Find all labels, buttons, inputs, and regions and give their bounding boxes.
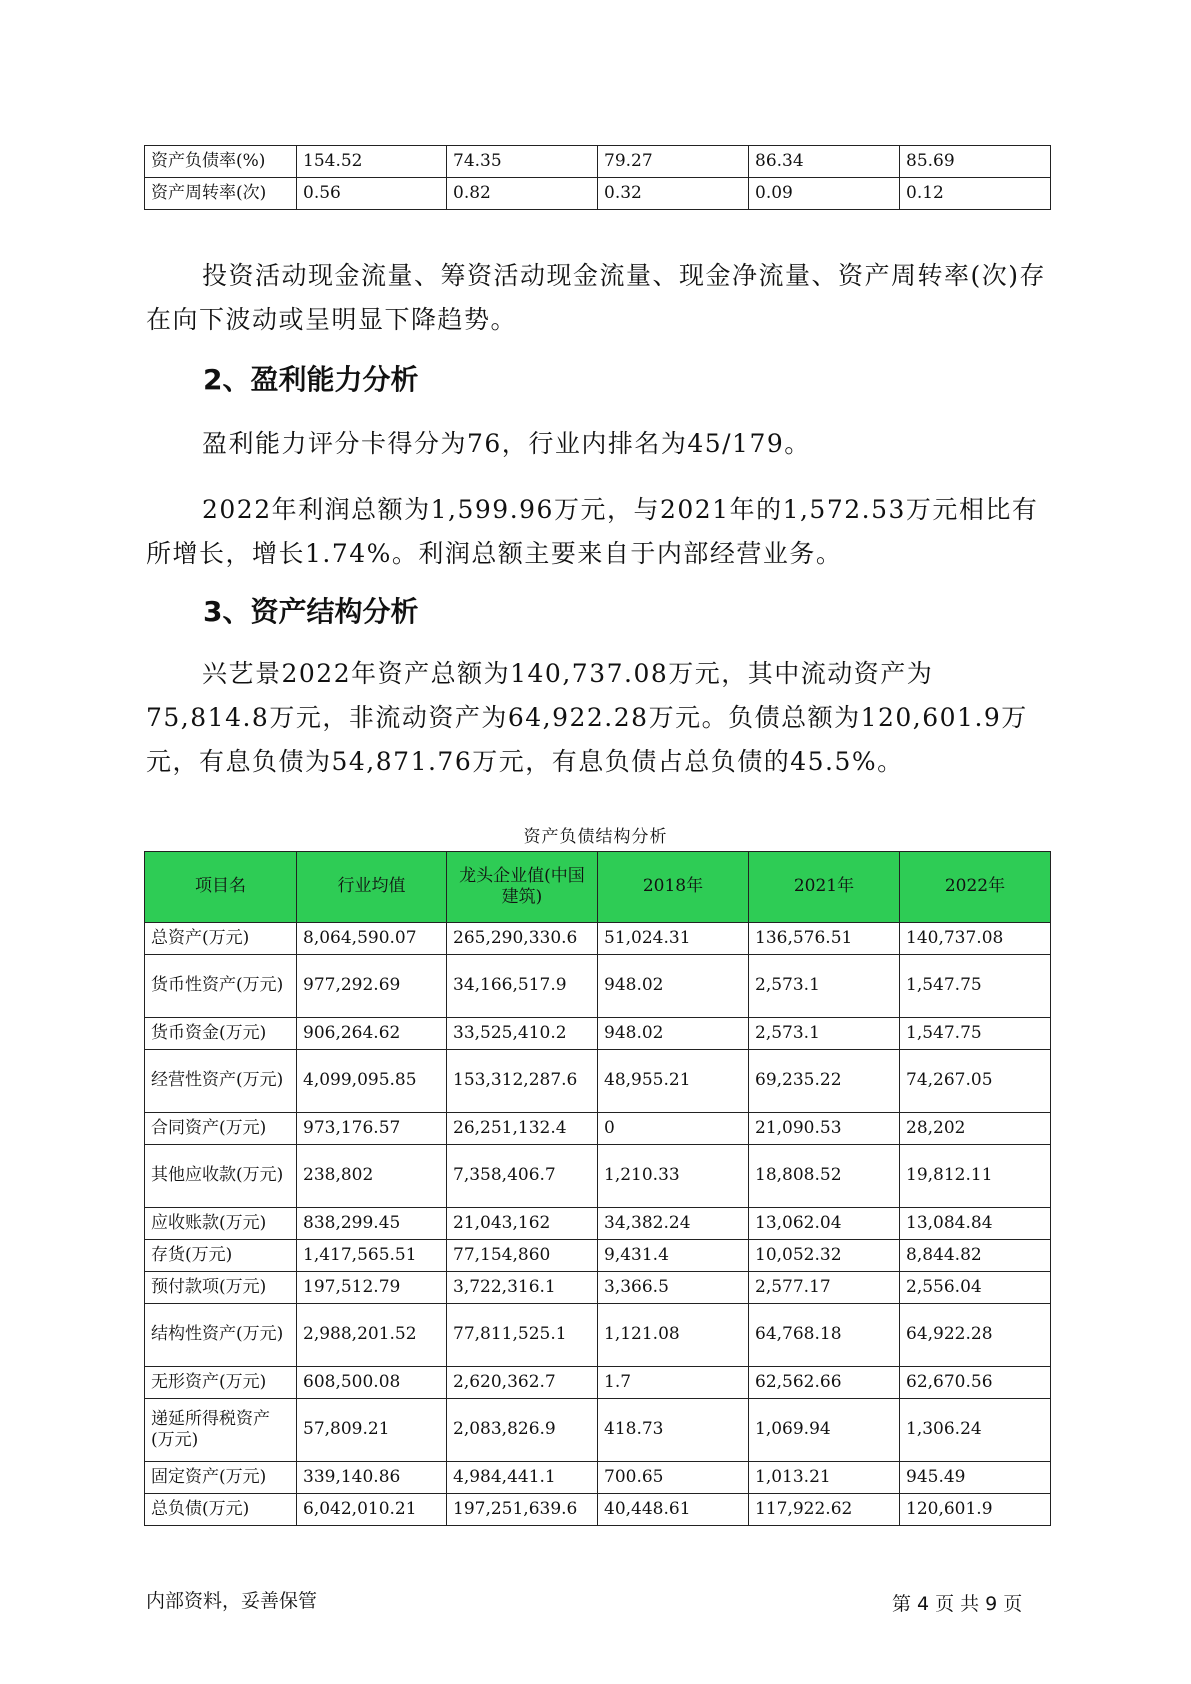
column-header: 2021年 [749, 852, 900, 923]
value-cell: 339,140.86 [297, 1462, 447, 1494]
value-cell: 0.32 [598, 178, 749, 210]
table-row [145, 923, 1051, 955]
value-cell: 265,290,330.6 [447, 923, 598, 955]
value-cell: 2,083,826.9 [447, 1399, 598, 1462]
value-cell: 0.56 [297, 178, 447, 210]
value-cell: 2,573.1 [749, 955, 900, 1018]
row-label-cell: 递延所得税资产(万元) [145, 1399, 297, 1462]
value-cell: 77,811,525.1 [447, 1304, 598, 1367]
value-cell: 3,722,316.1 [447, 1272, 598, 1304]
value-cell: 6,042,010.21 [297, 1494, 447, 1526]
value-cell: 4,099,095.85 [297, 1050, 447, 1113]
row-label-cell: 总负债(万元) [145, 1494, 297, 1526]
value-cell: 238,802 [297, 1145, 447, 1208]
value-cell: 19,812.11 [900, 1145, 1051, 1208]
value-cell: 154.52 [297, 146, 447, 178]
table-caption: 资产负债结构分析 [523, 827, 668, 847]
value-cell: 948.02 [598, 1018, 749, 1050]
value-cell: 28,202 [900, 1113, 1051, 1145]
value-cell: 69,235.22 [749, 1050, 900, 1113]
value-cell: 0 [598, 1113, 749, 1145]
value-cell: 7,358,406.7 [447, 1145, 598, 1208]
value-cell: 117,922.62 [749, 1494, 900, 1526]
value-cell: 62,562.66 [749, 1367, 900, 1399]
value-cell: 57,809.21 [297, 1399, 447, 1462]
value-cell: 140,737.08 [900, 923, 1051, 955]
table-row [145, 146, 1051, 178]
value-cell: 1,210.33 [598, 1145, 749, 1208]
row-label-cell: 经营性资产(万元) [145, 1050, 297, 1113]
value-cell: 10,052.32 [749, 1240, 900, 1272]
value-cell: 2,620,362.7 [447, 1367, 598, 1399]
paragraph-trend: 投资活动现金流量、筹资活动现金流量、现金净流量、资产周转率(次)存在向下波动或呈明显下降趋势。 [146, 261, 1047, 334]
table-row [145, 178, 1051, 210]
value-cell: 700.65 [598, 1462, 749, 1494]
value-cell: 2,573.1 [749, 1018, 900, 1050]
row-label-cell: 结构性资产(万元) [145, 1304, 297, 1367]
table-row [145, 1113, 1051, 1145]
asset-table-body [145, 923, 1051, 1526]
page-prefix: 第 [892, 1593, 912, 1615]
row-label-cell: 存货(万元) [145, 1240, 297, 1272]
value-cell: 197,512.79 [297, 1272, 447, 1304]
table-row [145, 1145, 1051, 1208]
value-cell: 608,500.08 [297, 1367, 447, 1399]
value-cell: 40,448.61 [598, 1494, 749, 1526]
value-cell: 197,251,639.6 [447, 1494, 598, 1526]
value-cell: 64,922.28 [900, 1304, 1051, 1367]
paragraph-profit: 2022年利润总额为1,599.96万元，与2021年的1,572.53万元相比有所增长，增长1.74%。利润总额主要来自于内部经营业务。 [146, 495, 1039, 568]
row-label-cell: 货币资金(万元) [145, 1018, 297, 1050]
table-row [145, 955, 1051, 1018]
value-cell: 0.09 [749, 178, 900, 210]
table-row [145, 1494, 1051, 1526]
row-label-cell: 应收账款(万元) [145, 1208, 297, 1240]
heading-profitability: 2、盈利能力分析 [203, 363, 419, 396]
value-cell: 34,166,517.9 [447, 955, 598, 1018]
row-label-cell: 预付款项(万元) [145, 1272, 297, 1304]
column-header: 行业均值 [297, 852, 447, 923]
row-label-cell: 无形资产(万元) [145, 1367, 297, 1399]
value-cell: 973,176.57 [297, 1113, 447, 1145]
value-cell: 2,556.04 [900, 1272, 1051, 1304]
page-total: 9 [985, 1593, 998, 1615]
page-current: 4 [917, 1593, 930, 1615]
value-cell: 418.73 [598, 1399, 749, 1462]
page-mid: 页 共 [935, 1593, 980, 1615]
value-cell: 64,768.18 [749, 1304, 900, 1367]
paragraph-score: 盈利能力评分卡得分为76，行业内排名为45/179。 [202, 429, 811, 458]
value-cell: 948.02 [598, 955, 749, 1018]
value-cell: 77,154,860 [447, 1240, 598, 1272]
page-number [892, 1589, 1028, 1616]
value-cell: 1,069.94 [749, 1399, 900, 1462]
column-header: 2018年 [598, 852, 749, 923]
value-cell: 0.82 [447, 178, 598, 210]
value-cell: 9,431.4 [598, 1240, 749, 1272]
row-label-cell: 固定资产(万元) [145, 1462, 297, 1494]
value-cell: 13,084.84 [900, 1208, 1051, 1240]
value-cell: 1,121.08 [598, 1304, 749, 1367]
table-row [145, 1304, 1051, 1367]
table-row [145, 1208, 1051, 1240]
value-cell: 8,844.82 [900, 1240, 1051, 1272]
value-cell: 906,264.62 [297, 1018, 447, 1050]
value-cell: 977,292.69 [297, 955, 447, 1018]
value-cell: 26,251,132.4 [447, 1113, 598, 1145]
table-row [145, 1367, 1051, 1399]
value-cell: 1,547.75 [900, 1018, 1051, 1050]
value-cell: 48,955.21 [598, 1050, 749, 1113]
value-cell: 2,577.17 [749, 1272, 900, 1304]
value-cell: 51,024.31 [598, 923, 749, 955]
value-cell: 945.49 [900, 1462, 1051, 1494]
value-cell: 1,547.75 [900, 955, 1051, 1018]
table-row [145, 1050, 1051, 1113]
table-row [145, 1240, 1051, 1272]
footer-confidential: 内部资料，妥善保管 [146, 1590, 318, 1612]
value-cell: 34,382.24 [598, 1208, 749, 1240]
top-ratio-table [144, 145, 1051, 210]
value-cell: 838,299.45 [297, 1208, 447, 1240]
column-header: 2022年 [900, 852, 1051, 923]
value-cell: 0.12 [900, 178, 1051, 210]
paragraph-assets: 兴艺景2022年资产总额为140,737.08万元，其中流动资产为75,814.8万元，非流动资产为64,922.28万元。负债总额为120,601.9万元，有息负债为54,871.76万元，有息负债占总负债的45.5%。 [146, 659, 1028, 776]
column-header: 项目名 [145, 852, 297, 923]
table-row [145, 1018, 1051, 1050]
row-label-cell: 货币性资产(万元) [145, 955, 297, 1018]
table-row [145, 1399, 1051, 1462]
value-cell: 2,988,201.52 [297, 1304, 447, 1367]
row-label-cell: 资产负债率(%) [145, 146, 297, 178]
value-cell: 1,013.21 [749, 1462, 900, 1494]
value-cell: 74.35 [447, 146, 598, 178]
value-cell: 13,062.04 [749, 1208, 900, 1240]
column-header: 龙头企业值(中国建筑) [447, 852, 598, 923]
top-table-body [145, 146, 1051, 210]
heading-asset-structure: 3、资产结构分析 [203, 595, 419, 628]
table-row [145, 1462, 1051, 1494]
table-header-row [145, 852, 1051, 923]
value-cell: 1,417,565.51 [297, 1240, 447, 1272]
row-label-cell: 其他应收款(万元) [145, 1145, 297, 1208]
value-cell: 1,306.24 [900, 1399, 1051, 1462]
table-row [145, 1272, 1051, 1304]
value-cell: 33,525,410.2 [447, 1018, 598, 1050]
row-label-cell: 合同资产(万元) [145, 1113, 297, 1145]
asset-liability-table [144, 851, 1051, 1526]
value-cell: 79.27 [598, 146, 749, 178]
row-label-cell: 资产周转率(次) [145, 178, 297, 210]
value-cell: 153,312,287.6 [447, 1050, 598, 1113]
value-cell: 86.34 [749, 146, 900, 178]
value-cell: 62,670.56 [900, 1367, 1051, 1399]
value-cell: 85.69 [900, 146, 1051, 178]
value-cell: 120,601.9 [900, 1494, 1051, 1526]
value-cell: 4,984,441.1 [447, 1462, 598, 1494]
value-cell: 21,043,162 [447, 1208, 598, 1240]
row-label-cell: 总资产(万元) [145, 923, 297, 955]
page-suffix: 页 [1003, 1593, 1023, 1615]
value-cell: 74,267.05 [900, 1050, 1051, 1113]
value-cell: 3,366.5 [598, 1272, 749, 1304]
value-cell: 21,090.53 [749, 1113, 900, 1145]
value-cell: 18,808.52 [749, 1145, 900, 1208]
value-cell: 136,576.51 [749, 923, 900, 955]
value-cell: 8,064,590.07 [297, 923, 447, 955]
value-cell: 1.7 [598, 1367, 749, 1399]
